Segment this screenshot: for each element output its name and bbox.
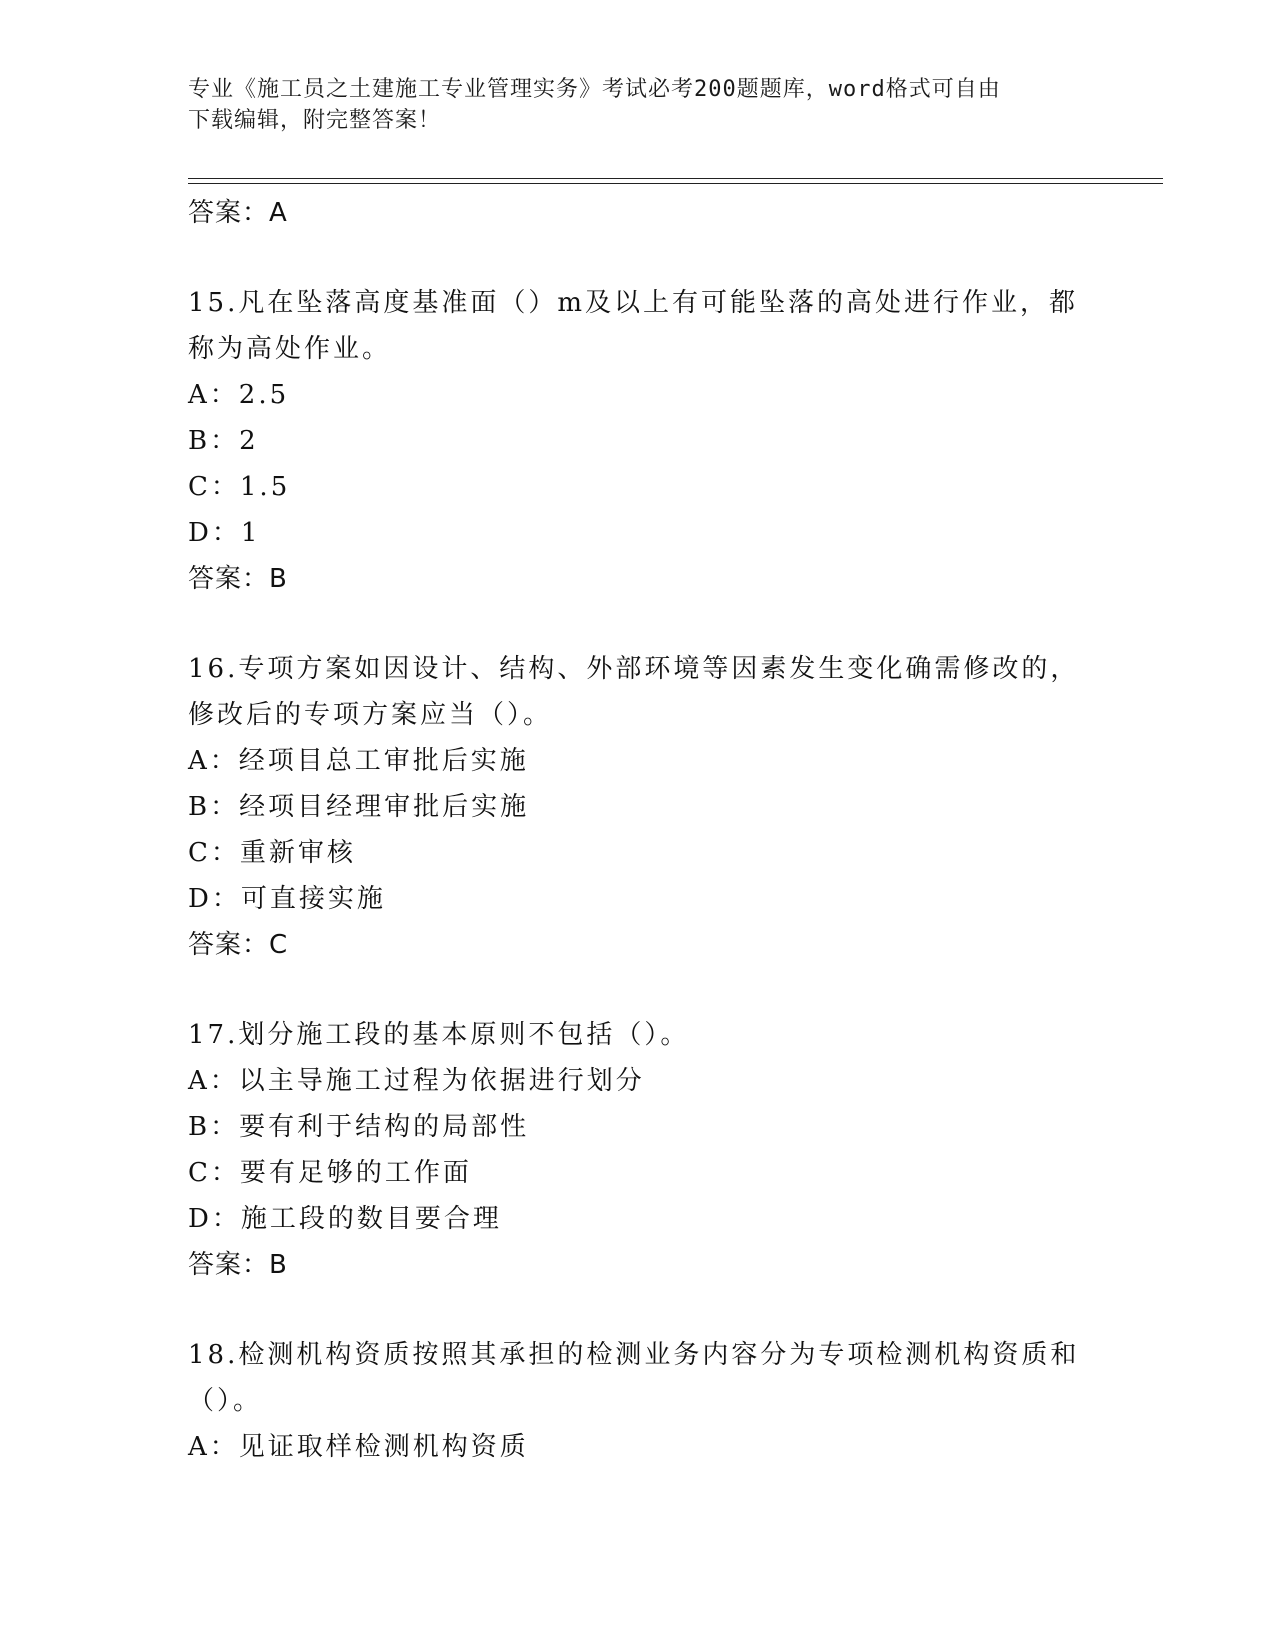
question-block-15: [188, 280, 1088, 602]
question-text: 16.专项方案如因设计、结构、外部环境等因素发生变化确需修改的，: [188, 654, 1080, 684]
option-d: D：1: [188, 518, 261, 548]
option-b: B：经项目经理审批后实施: [188, 792, 530, 822]
option-b: B：2: [188, 426, 259, 456]
question-block-18: [188, 1332, 1088, 1470]
question-text: 修改后的专项方案应当（）。: [188, 700, 553, 730]
option-a: A：见证取样检测机构资质: [188, 1432, 529, 1462]
question-list: [188, 190, 1088, 1470]
answer-line: 答案：B: [188, 564, 288, 594]
option-c: C：1.5: [188, 472, 291, 502]
document-header: [188, 74, 1068, 136]
header-divider-top: [188, 178, 1163, 179]
answer-line: 答案：C: [188, 930, 289, 960]
option-a: A：2.5: [188, 380, 290, 410]
question-text: （）。: [188, 1386, 263, 1416]
header-divider-bottom: [188, 183, 1163, 184]
question-text: 称为高处作业。: [188, 334, 392, 364]
answer-line: 答案：B: [188, 1250, 288, 1280]
header-line-2: 下载编辑，附完整答案！: [188, 108, 442, 133]
option-d: D：可直接实施: [188, 884, 386, 914]
question-block-16: [188, 646, 1088, 968]
answer-line: 答案：A: [188, 198, 288, 228]
option-a: A：经项目总工审批后实施: [188, 746, 529, 776]
question-text: 15.凡在坠落高度基准面（）m及以上有可能坠落的高处进行作业，都: [188, 288, 1079, 318]
option-c: C：要有足够的工作面: [188, 1158, 472, 1188]
question-text: 18.检测机构资质按照其承担的检测业务内容分为专项检测机构资质和: [188, 1340, 1080, 1370]
option-a: A：以主导施工过程为依据进行划分: [188, 1066, 645, 1096]
option-d: D：施工段的数目要合理: [188, 1204, 502, 1234]
question-block-17: [188, 1012, 1088, 1288]
option-c: C：重新审核: [188, 838, 356, 868]
question-text: 17.划分施工段的基本原则不包括（）。: [188, 1020, 690, 1050]
header-line-1: 专业《施工员之土建施工专业管理实务》考试必考200题题库，word格式可自由: [188, 77, 1001, 102]
option-b: B：要有利于结构的局部性: [188, 1112, 530, 1142]
